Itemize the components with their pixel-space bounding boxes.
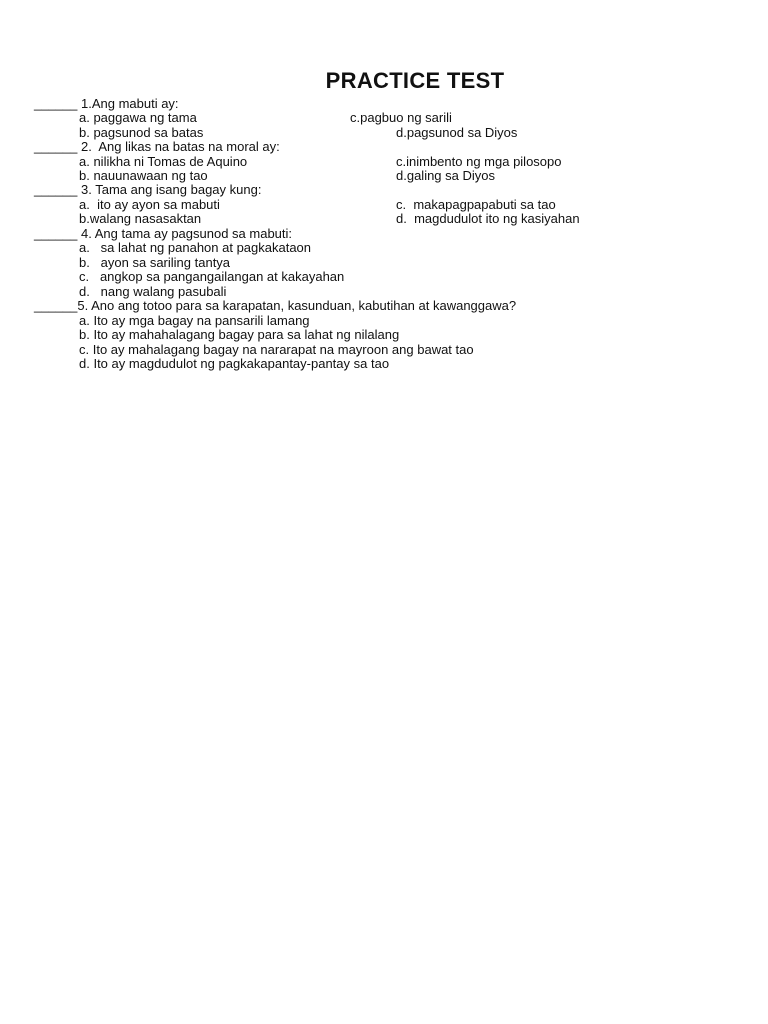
question-5-choice-a: a. Ito ay mga bagay na pansarili lamang: [79, 313, 310, 328]
question-2-choice-b: b. nauunawaan ng tao: [79, 168, 208, 183]
question-5-choice-c: c. Ito ay mahalagang bagay na nararapat na mayroon ang bawat tao: [79, 342, 474, 357]
question-3-choice-d: d. magdudulot ito ng kasiyahan: [396, 211, 580, 226]
question-3-choice-c: c. makapagpapabuti sa tao: [396, 197, 556, 212]
question-4-stem: ______ 4. Ang tama ay pagsunod sa mabuti:: [34, 226, 293, 241]
question-2-stem: ______ 2. Ang likas na batas na moral ay:: [34, 139, 280, 154]
question-4-choice-b: b. ayon sa sariling tantya: [79, 255, 231, 270]
question-4-choice-d: d. nang walang pasubali: [79, 284, 227, 299]
question-2-choice-d: d.galing sa Diyos: [396, 168, 495, 183]
page-title: PRACTICE TEST: [325, 68, 505, 93]
question-2-choice-c: c.inimbento ng mga pilosopo: [396, 154, 562, 169]
question-4-choice-a: a. sa lahat ng panahon at pagkakataon: [79, 240, 312, 255]
question-5-choice-b: b. Ito ay mahahalagang bagay para sa lahat ng nilalang: [79, 327, 400, 342]
question-4-choice-c: c. angkop sa pangangailangan at kakayahan: [79, 269, 345, 284]
question-1-choice-b: b. pagsunod sa batas: [79, 125, 204, 140]
question-3-stem: ______ 3. Tama ang isang bagay kung:: [34, 182, 262, 197]
question-3-choice-b: b.walang nasasaktan: [79, 211, 202, 226]
question-2-choice-a: a. nilikha ni Tomas de Aquino: [79, 154, 248, 169]
question-5-choice-d: d. Ito ay magdudulot ng pagkakapantay-pantay sa tao: [79, 356, 390, 371]
question-1-choice-c: c.pagbuo ng sarili: [350, 110, 452, 125]
question-5-stem: ______5. Ano ang totoo para sa karapatan, kasunduan, kabutihan at kawanggawa?: [34, 298, 517, 313]
question-3-choice-a: a. ito ay ayon sa mabuti: [79, 197, 220, 212]
question-1-choice-d: d.pagsunod sa Diyos: [396, 125, 518, 140]
question-1-choice-a: a. paggawa ng tama: [79, 110, 197, 125]
question-1-stem: ______ 1.Ang mabuti ay:: [34, 96, 179, 111]
